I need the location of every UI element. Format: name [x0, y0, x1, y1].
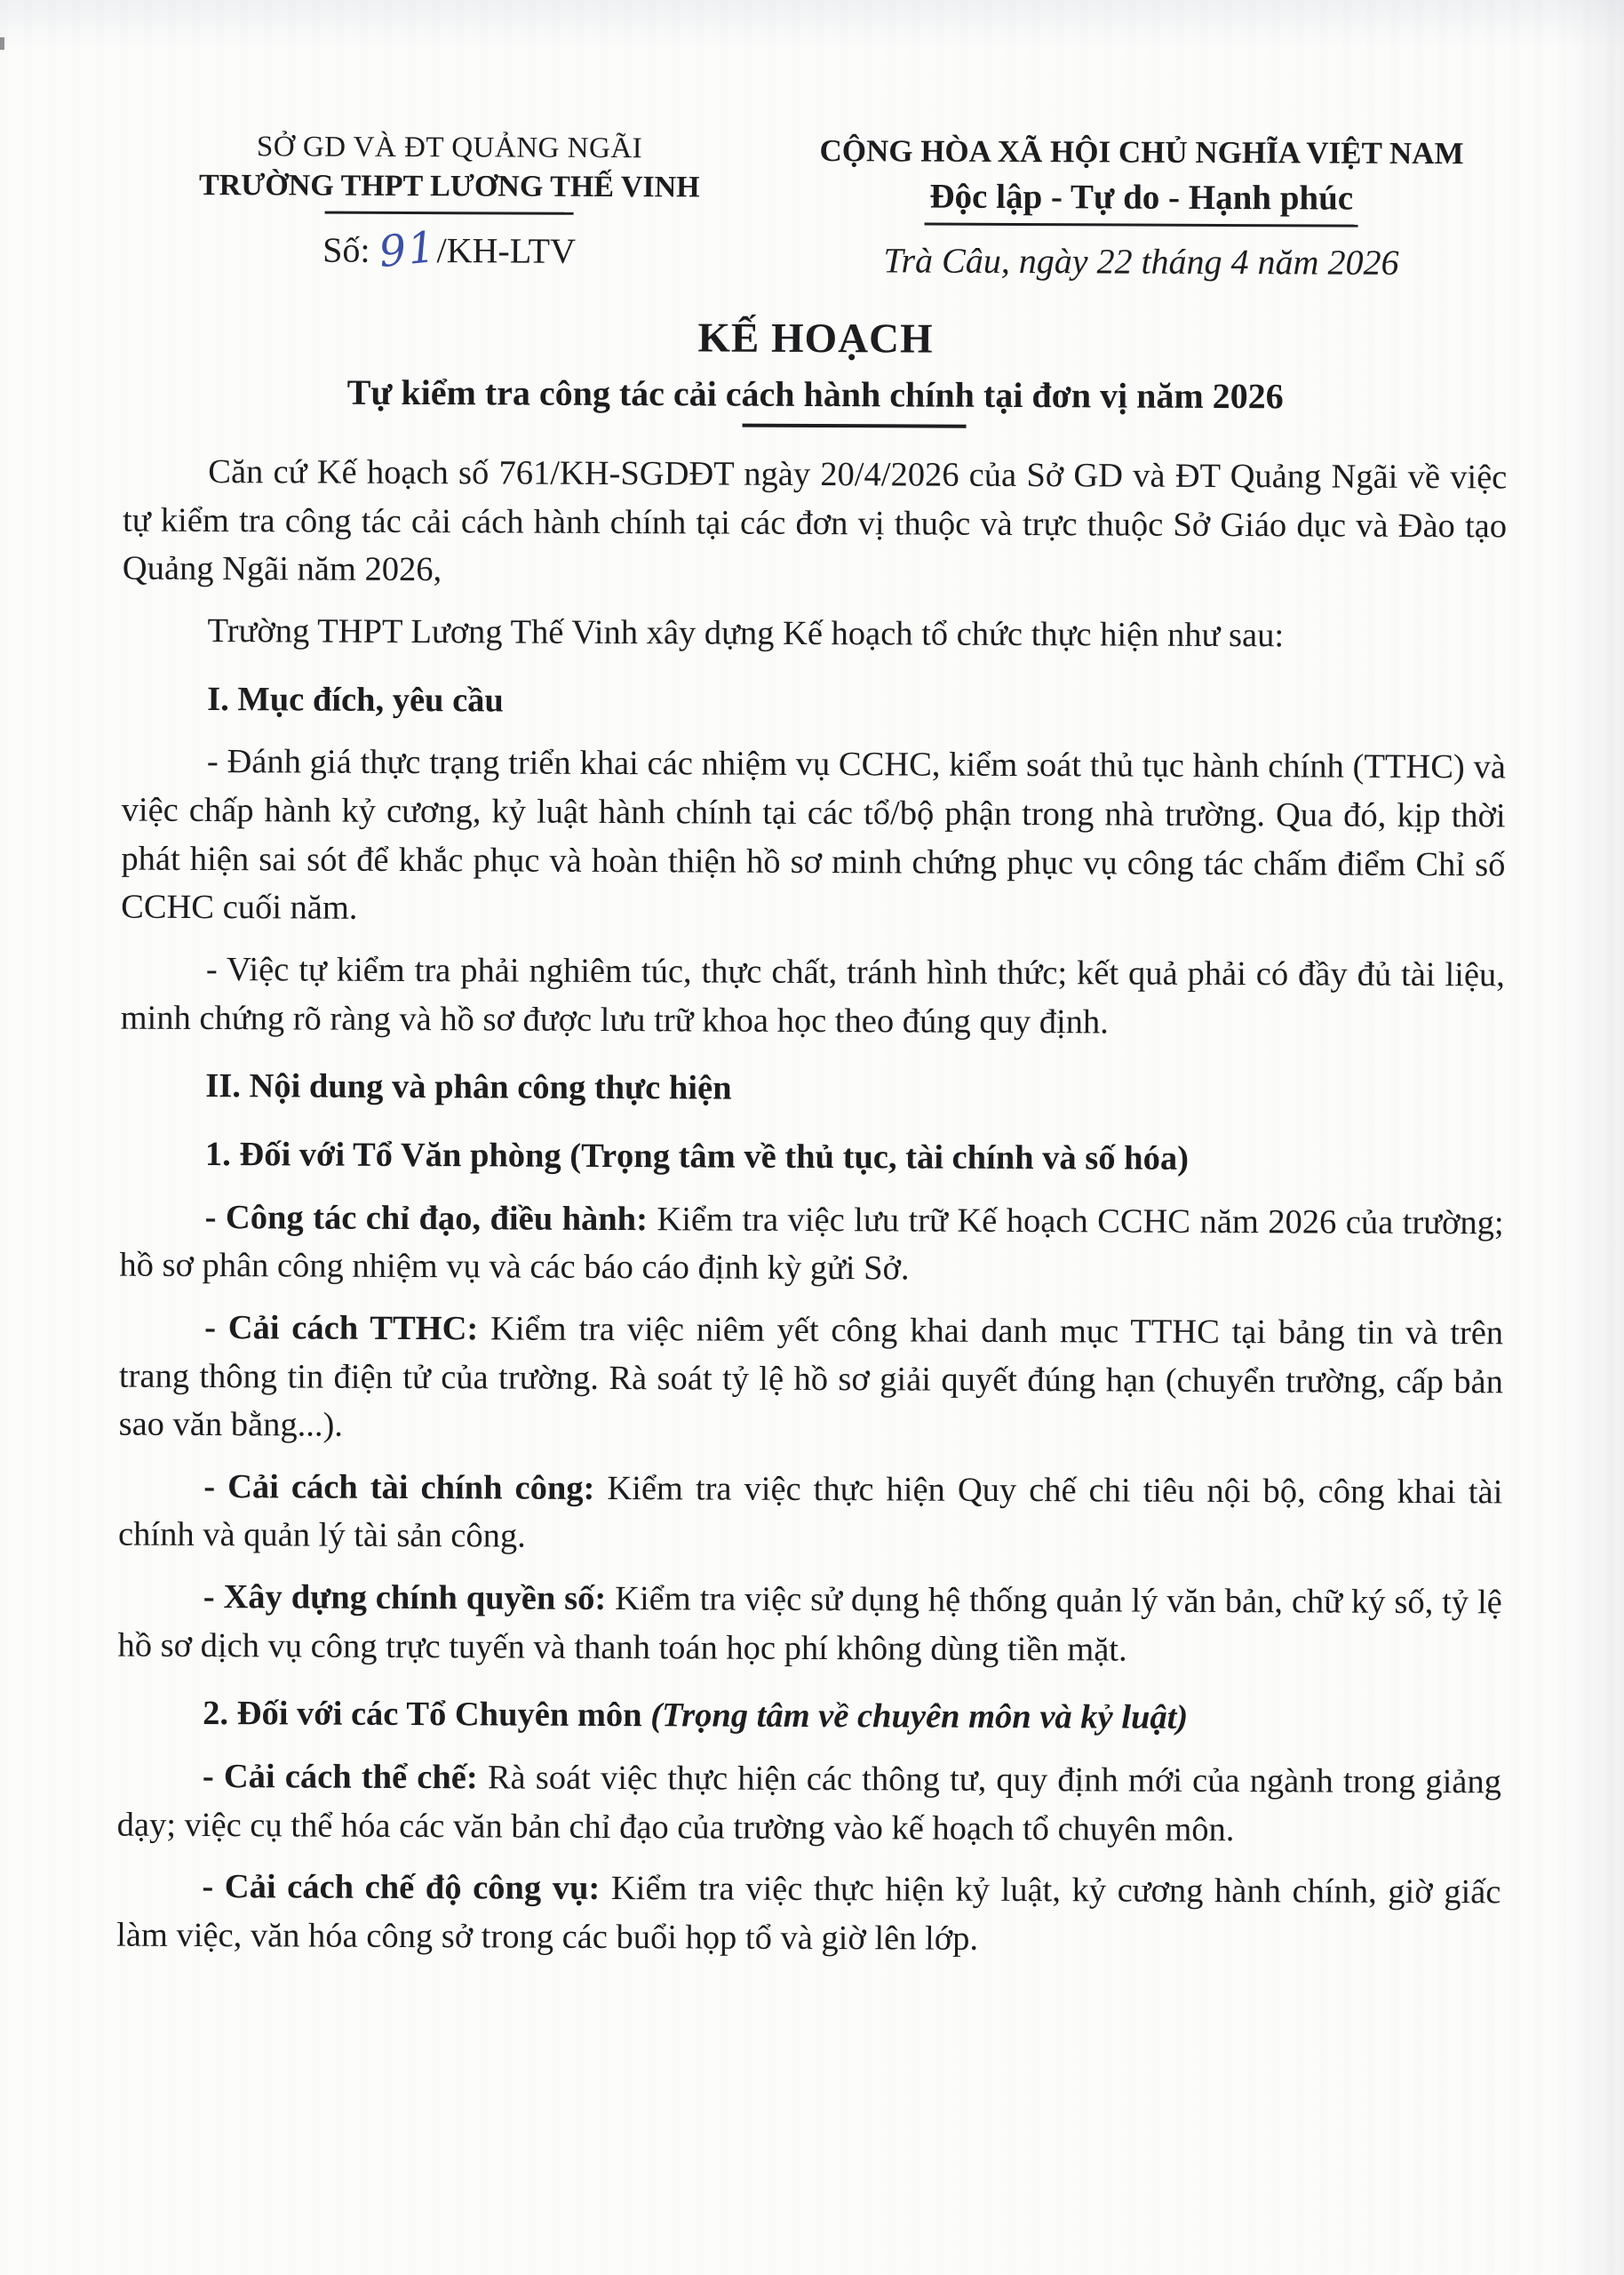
paragraph: - Cải cách tài chính công: Kiểm tra việc thực hiện Quy chế chi tiêu nội bộ, công khai tài chính và quản lý tài sản công.: [118, 1467, 1503, 1556]
paragraph-lead-in: - Cải cách tài chính công:: [203, 1467, 595, 1507]
issuing-agency-block: [123, 131, 775, 278]
school-name-underline: [325, 212, 574, 215]
national-title: CỘNG HÒA XÃ HỘI CHỦ NGHĨA VIỆT NAM: [819, 133, 1464, 172]
paragraph-lead-in: - Công tác chỉ đạo, điều hành:: [204, 1198, 649, 1238]
parent-agency-name: SỞ GD VÀ ĐT QUẢNG NGÃI: [256, 131, 643, 165]
document-number-suffix: /KH-LTV: [436, 230, 577, 271]
document-body: [116, 448, 1507, 1967]
document-header: [123, 131, 1509, 284]
national-motto: Độc lập - Tự do - Hạnh phúc: [924, 177, 1358, 228]
paragraph: - Cải cách TTHC: Kiểm tra việc niêm yết công khai danh mục TTHC tại bảng tin và trên trang thông tin điện tử của trường. Rà soát tỷ lệ hồ sơ giải quyết đúng hạn (chuyển trường, cấp bản sao văn bằng...).: [118, 1308, 1504, 1444]
document-title: KẾ HOẠCH: [697, 315, 934, 363]
document-number-line: [123, 221, 774, 278]
heading-italic-note: (Trọng tâm về chuyên môn và kỷ luật): [641, 1696, 1189, 1737]
document-content: [116, 131, 1509, 1979]
paragraph: - Cải cách chế độ công vụ: Kiểm tra việc thực hiện kỷ luật, kỷ cương hành chính, giờ giấc làm việc, văn hóa công sở trong các buổi họp tổ và giờ lên lớp.: [116, 1868, 1501, 1958]
paragraph-lead-in: - Cải cách TTHC:: [204, 1308, 479, 1348]
paragraph: - Công tác chỉ đạo, điều hành: Kiểm tra việc lưu trữ Kế hoạch CCHC năm 2026 của trường; hồ sơ phân công nhiệm vụ và các báo cáo định kỳ gửi Sở.: [119, 1198, 1504, 1288]
paragraph-lead-in: - Cải cách chế độ công vụ:: [202, 1868, 601, 1908]
national-header-block: [775, 133, 1509, 284]
section-heading: 2. Đối với các Tổ Chuyên môn (Trọng tâm về chuyên môn và kỷ luật): [203, 1695, 1189, 1737]
paragraph: Trường THPT Lương Thế Vinh xây dựng Kế hoạch tổ chức thực hiện như sau:: [207, 611, 1285, 655]
section-heading: 1. Đối với Tổ Văn phòng (Trọng tâm về thủ tục, tài chính và số hóa): [204, 1135, 1190, 1177]
school-name: TRƯỜNG THPT LƯƠNG THẾ VINH: [198, 168, 700, 204]
paragraph: Căn cứ Kế hoạch số 761/KH-SGDĐT ngày 20/4/2026 của Sở GD và ĐT Quảng Ngãi về việc tự kiểm tra công tác cải cách hành chính tại các đơn vị thuộc và trực thuộc Sở Giáo dục và Đào tạo Quảng Ngãi năm 2026,: [122, 453, 1508, 589]
title-block: [123, 312, 1509, 431]
paragraph: - Việc tự kiểm tra phải nghiêm túc, thực chất, tránh hình thức; kết quả phải có đầy đủ tài liệu, minh chứng rõ ràng và hồ sơ được lưu trữ khoa học theo đúng quy định.: [120, 950, 1505, 1042]
paragraph-lead-in: - Cải cách thể chế:: [202, 1758, 478, 1797]
section-heading: II. Nội dung và phân công thực hiện: [205, 1067, 732, 1107]
paragraph: - Đánh giá thực trạng triển khai các nhiệm vụ CCHC, kiểm soát thủ tục hành chính (TTHC) và việc chấp hành kỷ cương, kỷ luật hành chính tại các tổ/bộ phận trong nhà trường. Qua đó, kịp thời phát hiện sai sót để khắc phục và hoàn thiện hồ sơ minh chứng phục vụ công tác chấm điểm Chỉ số CCHC cuối năm.: [121, 743, 1506, 928]
place-date-line: Trà Câu, ngày 22 tháng 4 năm 2026: [883, 240, 1399, 283]
title-underline: [743, 424, 967, 428]
handwritten-document-number: 91: [377, 221, 440, 278]
paragraph: - Xây dựng chính quyền số: Kiểm tra việc sử dụng hệ thống quản lý văn bản, chữ ký số, tỷ lệ hồ sơ dịch vụ công trực tuyến và thanh toán học phí không dùng tiền mặt.: [117, 1578, 1502, 1669]
document-subtitle: Tự kiểm tra công tác cải cách hành chính tại đơn vị năm 2026: [346, 371, 1284, 417]
document-number-prefix: Số:: [322, 229, 379, 270]
section-heading: I. Mục đích, yêu cầu: [207, 680, 504, 720]
paragraph: - Cải cách thể chế: Rà soát việc thực hiện các thông tư, quy định mới của ngành trong giảng dạy; việc cụ thể hóa các văn bản chỉ đạo của trường vào kế hoạch tổ chuyên môn.: [116, 1758, 1502, 1848]
paragraph-lead-in: - Xây dựng chính quyền số:: [203, 1578, 607, 1618]
